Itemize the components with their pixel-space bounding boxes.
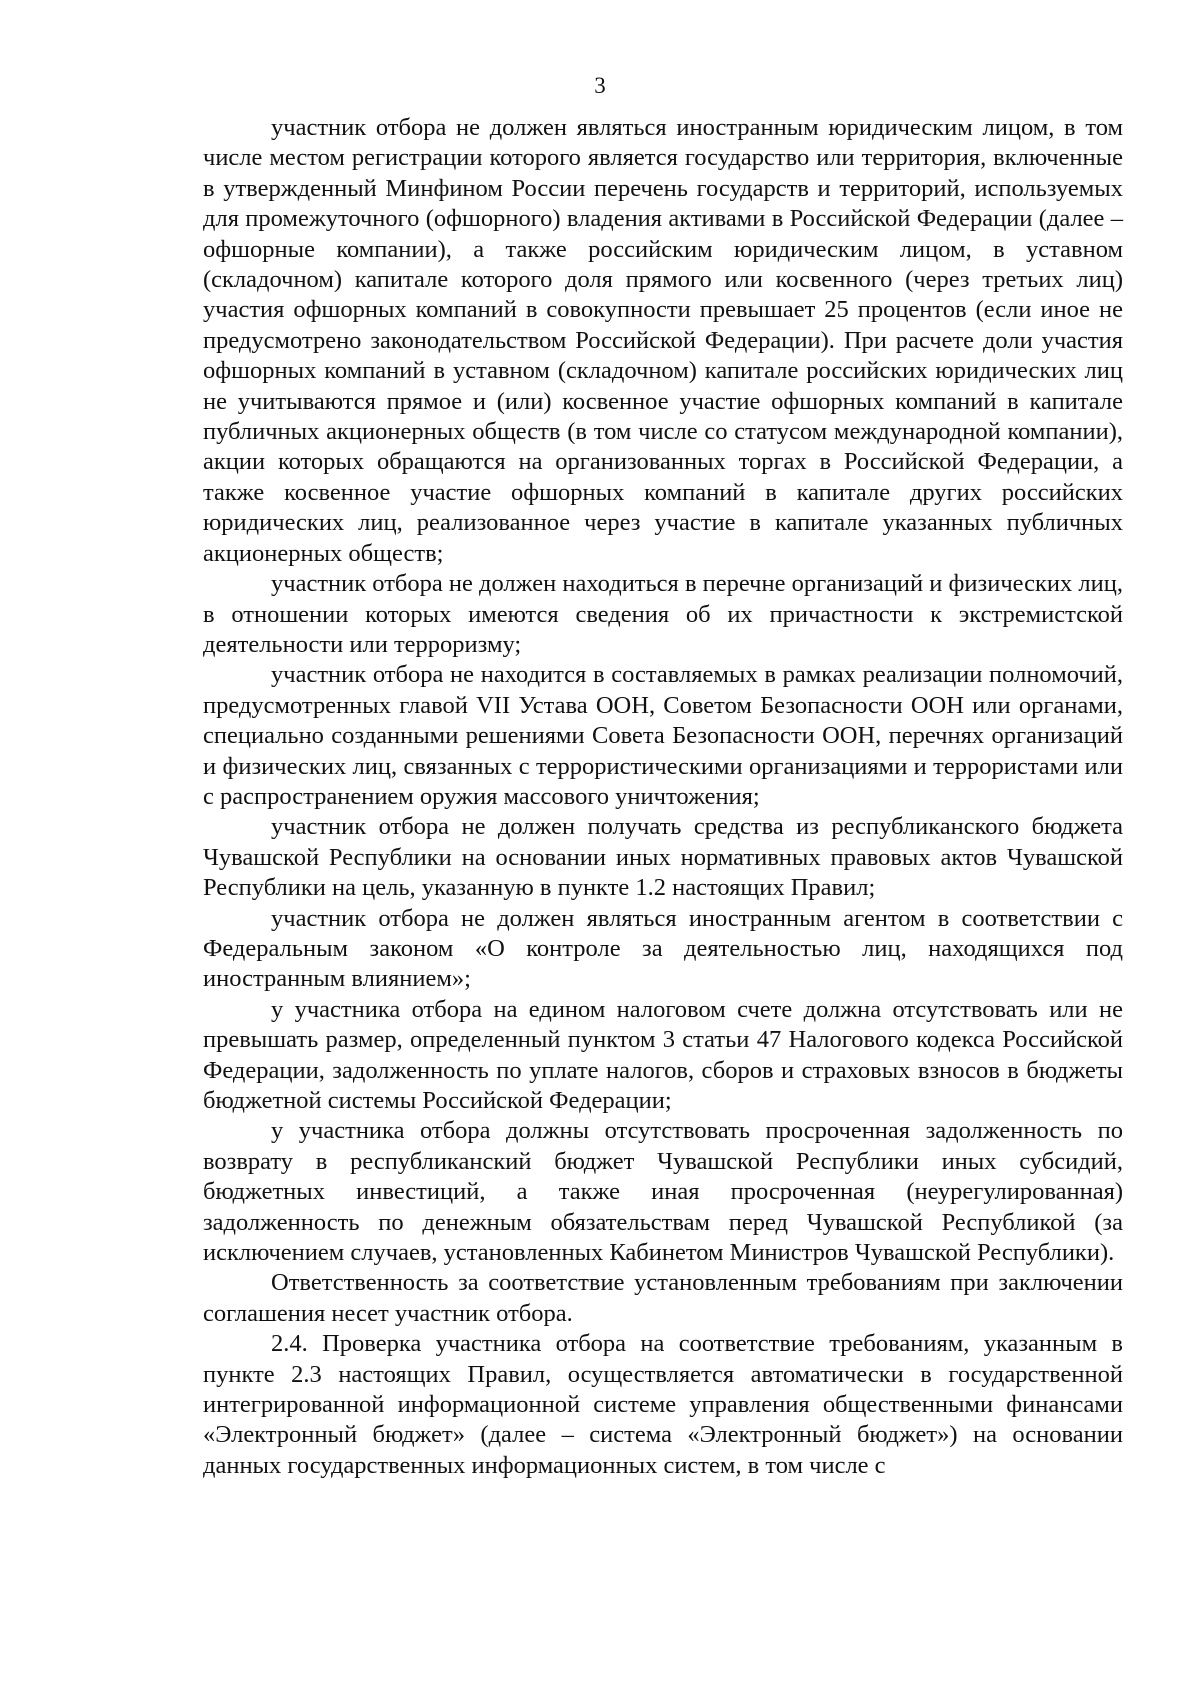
paragraph-responsibility: Ответственность за соответствие установленным требованиям при заключении соглашения несет участник отбора. bbox=[203, 1269, 1123, 1327]
paragraph-offshore-requirement: участник отбора не должен являться иностранным юридическим лицом, в том числе местом регистрации которого является государство или территория, включенные в утвержденный Минфином России перечень государств и территорий, используемых для промежуточного (офшорного) владения активами в Российской Федерации (далее – офшорные компании), а также российским юридическим лицом, в уставном (складочном) капитале которого доля прямого или косвенного (через третьих лиц) участия офшорных компаний в совокупности превышает 25 процентов (если иное не предусмотрено законодательством Российской Федерации). При расчете доли участия офшорных компаний в уставном (складочном) капитале российских юридических лиц не учитываются прямое и (или) косвенное участие офшорных компаний в капитале публичных акционерных обществ (в том числе со статусом международной компании), акции которых обращаются на организованных торгах в Российской Федерации, а также косвенное участие офшорных компаний в капитале других российских юридических лиц, реализованное через участие в капитале указанных публичных акционерных обществ; bbox=[203, 114, 1123, 567]
paragraph-section-2-4: 2.4. Проверка участника отбора на соответствие требованиям, указанным в пункте 2.3 настоящих Правил, осуществляется автоматически в государственной интегрированной информационной системе управления общественными финансами «Электронный бюджет» (далее – система «Электронный бюджет») на основании данных государственных информационных систем, в том числе с bbox=[203, 1330, 1123, 1479]
paragraph-extremism-list: участник отбора не должен находиться в перечне организаций и физических лиц, в отношении которых имеются сведения об их причастности к экстремистской деятельности или терроризму; bbox=[203, 570, 1123, 658]
paragraph-foreign-agent: участник отбора не должен являться иностранным агентом в соответствии с Федеральным законом «О контроле за деятельностью лиц, находящихся под иностранным влиянием»; bbox=[203, 904, 1123, 993]
paragraph-overdue-debt: у участника отбора должны отсутствовать просроченная задолженность по возврату в республиканский бюджет Чувашской Республики иных субсидий, бюджетных инвестиций, а также иная просроченная (неурегулированная) задолженность по денежным обязательствам перед Чувашской Республикой (за исключением случаев, установленных Кабинетом Министров Чувашской Республики). bbox=[203, 1117, 1123, 1267]
page-number: 3 bbox=[594, 73, 606, 98]
paragraph-un-security-council-lists: участник отбора не находится в составляемых в рамках реализации полномочий, предусмотренных главой VII Устава ООН, Советом Безопасности ООН или органами, специально созданными решениями Совета Безопасности ООН, перечнях организаций и физических лиц, связанных с террористическими организациями и террористами или с распространением оружия массового уничтожения; bbox=[203, 661, 1123, 810]
paragraph-republican-budget-funds: участник отбора не должен получать средства из республиканского бюджета Чувашской Республики на основании иных нормативных правовых актов Чувашской Республики на цель, указанную в пункте 1.2 настоящих Правил; bbox=[203, 813, 1123, 902]
paragraph-tax-debt: у участника отбора на едином налоговом счете должна отсутствовать или не превышать размер, определенный пунктом 3 статьи 47 Налогового кодекса Российской Федерации, задолженность по уплате налогов, сборов и страховых взносов в бюджеты бюджетной системы Российской Федерации; bbox=[203, 995, 1123, 1114]
document-body bbox=[203, 113, 1123, 1481]
